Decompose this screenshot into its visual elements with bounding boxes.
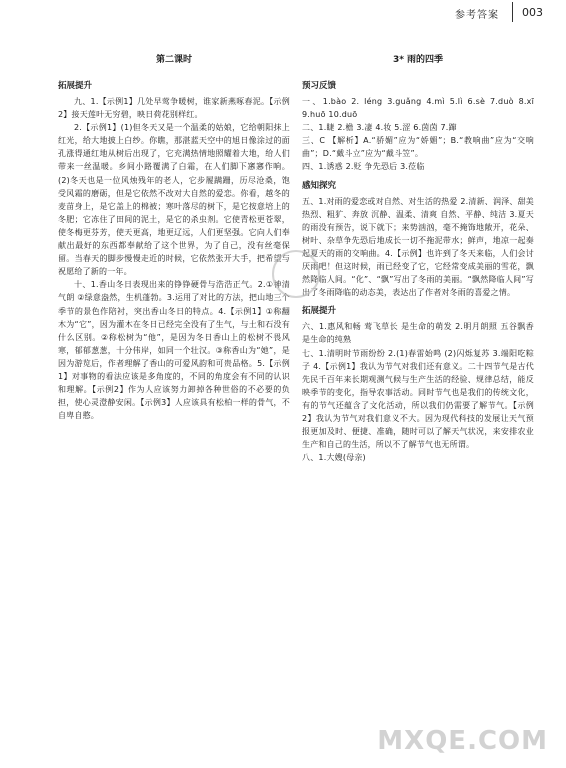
answer-paragraph: 五、1.对雨的爱恋或对自然、对生活的热爱 2.清新、润泽、甜美 热烈、粗犷、奔放 沉静、温柔、清爽 自然、平静、纯洁 3.夏天的雨没有预告，说下就下；来势汹汹，毫不掩饰地敞开，花朵、树叶、杂草争先恐后地成长一切不拖泥带水；鲜声，地凉一起奏起夏天的雨的交响曲。4.【示例】也许到了冬天来临，人们会讨厌雨吧！但这时候，雨已经变了它，它经常变成美丽的雪花，飘然降临人间。“化”、“飘”写出了冬雨的美丽。“飘然降临人间”写出了冬雨降临的动态美，表达出了作者对冬雨的喜爱之情。: [302, 196, 535, 298]
section-heading: 感知探究: [302, 180, 337, 191]
answer-paragraph: 2.【示例1】(1)但冬天又是一个温柔的姑娘，它给朝阳抹上红光，给大地披上白纱。你瞧，那湛蓝天空中的旭日像涂过的面孔涨得通红地从树后出现了，它充满热情地照耀着大地，给人们带来一丝温暖。乡间小路覆满了白霜，在人们脚下窸窸作响。(2)冬天也是一位风烛残年的老人，它步履蹒跚，历尽沧桑，饱受风霜的磨砺，但是它依然不改对大自然的爱恋。你看，越冬的麦苗身上，是它盖上的棉被；寒叶落尽的树下，是它按意培上的冬肥；它冻住了田间的泥土，是它的杀虫剂。它使青松更苍翠，使冬梅更芬芳，使天更高，地更辽远，人们更坚强。它向人们奉献出最好的东西都奉献给了这个世界，为了自己，没有丝毫保留。当春天的脚步慢慢走近的时候，它依然张开大手，把希望与祝愿给了新的一年。: [58, 123, 290, 277]
answer-paragraph: 一、1.bào 2. léng 3.guǎng 4.mì 5.lì 6.sè 7.duò 8.xī 9.huō 10.duō: [302, 97, 534, 120]
answer-paragraph: 七、1.清明时节雨纷纷 2.(1)春雷始鸣 (2)闪烁复苏 3.端阳吃粽子 4.【示例1】我认为节气对我们还有意义。二十四节气是古代先民千百年来长期观测气候与生产生活的经验、规律总结，能反映季节的变化，指导农事活动。同时节气也是我们的传统文化，有的节气还蕴含了文化活动，所以我们仍需要了解节气。【示例2】我认为节气对我们意义不大。因为现代科技的发展让天气预报更加及时、便捷、准确，随时可以了解天气状况，来安排农业生产和自己的生活，所以不了解节气也无所谓。: [302, 348, 534, 450]
header-divider: [512, 2, 513, 22]
lesson-title: 3* 雨的四季: [392, 55, 444, 65]
answer-paragraph: 四、1.诱惑 2.贬 争先恐后 3.莅临: [302, 162, 425, 172]
section-heading: 拓展提升: [302, 306, 337, 317]
answer-paragraph: 十、1.香山冬日表现出来的铮铮硬骨与浩浩正气。2.①神清气朗 ②绿意盎然，生机蓬勃。3.运用了对比的方法，把山地三个季节的景色作陪衬，突出香山冬日的特点。4.【示例1】①称翻木为“它”，因为灌木在冬日已经完全没有了生气，与土和石没有什么区别。②称松树为“他”，是因为冬日香山上的松树不畏风寒，郁郁葱葱，十分伟岸，如同一个壮汉。③称香山为“她”，是因为游览后，作者理解了香山的可爱风韵和可贵品格。5.【示例1】对事物的看法应该是多角度的，不同的角度会有不同的认识和理解。【示例2】作为人应该努力卸掉各种世俗的不必要的负担，使心灵澄静安闲。【示例3】人应该具有松柏一样的骨气，不自卑自憨。: [58, 280, 290, 421]
page-number: 003: [522, 6, 543, 19]
lesson-title: 第二课时: [155, 55, 192, 65]
stamp-watermark: [272, 250, 320, 298]
header-label: 参考答案: [455, 10, 499, 21]
answer-paragraph: 六、1.惠风和畅 莺飞草长 是生命的萌发 2.明月朗照 五谷飘香 是生命的纯熟: [302, 322, 534, 345]
section-heading: 拓展提升: [58, 81, 93, 91]
site-watermark: MXQE.COM: [377, 726, 548, 756]
left-column: [58, 52, 290, 422]
answer-paragraph: 九、1.【示例1】几处早莺争暖树，谁家新燕啄春泥。【示例2】接天莲叶无穷碧，映日荷花别样红。: [58, 97, 290, 120]
answer-paragraph: 八、1.大嫂(母亲): [302, 453, 366, 463]
section-heading: 预习反馈: [302, 81, 337, 91]
right-column: [302, 52, 534, 464]
answer-paragraph: 二、1.睫 2.檐 3.凄 4.妆 5.涩 6.茵茵 7.蹿: [302, 123, 457, 133]
page-header: [0, 0, 566, 30]
answer-paragraph: 三、C 【解析】A.“骄媚”应为“娇媚”；B.“教响曲”应为“交响曲”；D.“戴斗立”应为“戴斗笠”。: [302, 136, 534, 159]
